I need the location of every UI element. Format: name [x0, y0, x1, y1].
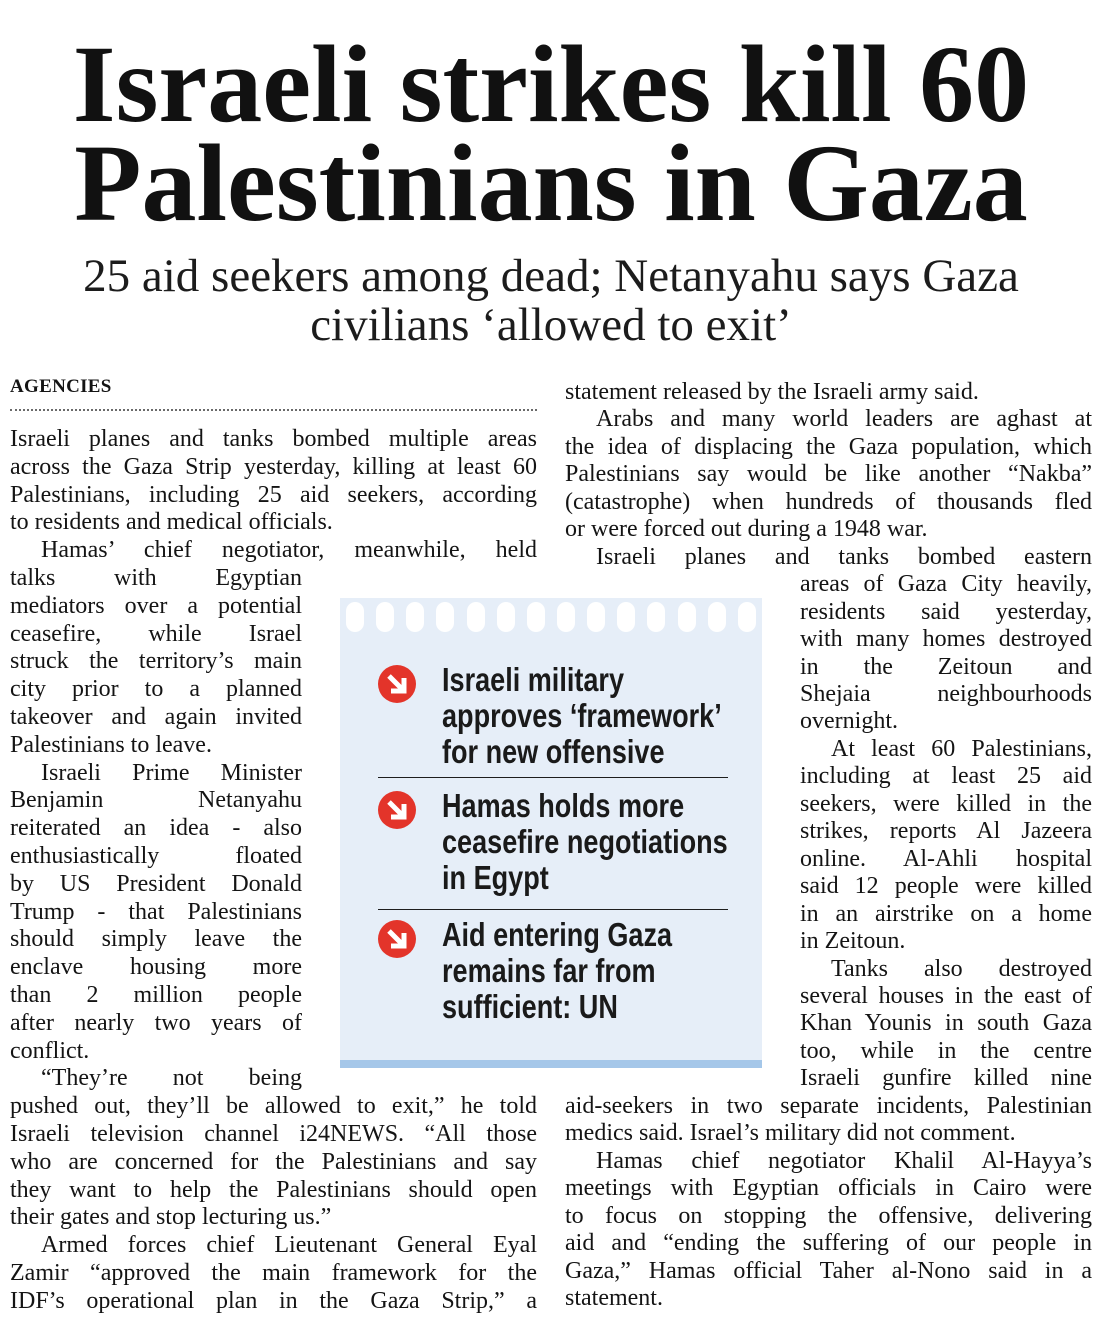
highlight-item: [378, 788, 754, 898]
article-text-line: Shejaia neighbourhoods: [800, 680, 1092, 707]
article-text-line: than 2 million people: [10, 981, 302, 1008]
article-text-line: struck the territory’s main: [10, 648, 302, 675]
notepad-hole: [557, 602, 575, 632]
notepad-hole: [346, 602, 364, 632]
article-text-line: Israeli planes and tanks bombed multiple areas: [10, 426, 537, 452]
article-text-line: Zamir “approved the main framework for the: [10, 1259, 537, 1286]
highlight-text: [442, 788, 754, 896]
highlight-divider: [378, 909, 728, 910]
article-text-line: Khan Younis in south Gaza: [800, 1010, 1092, 1037]
article-text-line: by US President Donald: [10, 870, 302, 897]
article-text-line: mediators over a potential: [10, 592, 302, 619]
highlight-text: [442, 662, 754, 770]
article-text-line: reiterated an idea - also: [10, 815, 302, 842]
byline: AGENCIES: [10, 376, 112, 397]
article-text-line: across the Gaza Strip yesterday, killing at least 60: [10, 453, 537, 480]
notepad-hole: [376, 602, 394, 632]
article-text-line: Israeli gunfire killed nine: [800, 1065, 1092, 1092]
article-text-line: in the Zeitoun and: [800, 653, 1092, 680]
highlight-line: [442, 734, 754, 770]
article-text-line: city prior to a planned: [10, 676, 302, 703]
article-text-line: pushed out, they’ll be allowed to exit,” he told: [10, 1093, 537, 1120]
article-text-line: after nearly two years of: [10, 1009, 302, 1036]
article-text-line: enthusiastically floated: [10, 842, 302, 869]
article-text-line: enclave housing more: [10, 954, 302, 981]
article-text-line: Armed forces chief Lieutenant General Eyal: [41, 1232, 537, 1259]
article-text-line: meetings with Egyptian officials in Cairo were: [565, 1175, 1092, 1202]
notepad-hole: [617, 602, 635, 632]
article-text-line: ceasefire, while Israel: [10, 620, 302, 647]
byline-dotted-divider: [10, 409, 537, 411]
article-text-line: Trump - that Palestinians: [10, 898, 302, 925]
notepad-hole: [497, 602, 515, 632]
notepad-hole: [708, 602, 726, 632]
article-text-line: including at least 25 aid: [800, 763, 1092, 790]
notepad-holes: [346, 602, 756, 632]
highlight-item: [378, 917, 754, 1027]
highlight-line-text: Israeli military: [442, 661, 625, 698]
highlights-box: [340, 598, 762, 1068]
article-text-line: Arabs and many world leaders are aghast at: [596, 406, 1092, 433]
highlight-text: [442, 917, 754, 1025]
highlight-line-text: sufficient: UN: [442, 988, 618, 1025]
article-text-line: Palestinians say would be like another “Nakba”: [565, 461, 1092, 488]
article-text-line: who are concerned for the Palestinians and say: [10, 1148, 537, 1175]
notepad-hole: [436, 602, 454, 632]
article-text-line: Hamas’ chief negotiator, meanwhile, held: [41, 537, 537, 564]
article-text-line: online. Al-Ahli hospital: [800, 845, 1092, 872]
highlight-line-text: Hamas holds more: [442, 787, 685, 824]
highlight-line: [442, 698, 754, 734]
highlight-line-text: for new offensive: [442, 733, 665, 770]
article-text-line: Israeli planes and tanks bombed eastern: [596, 543, 1092, 570]
article-text-line: Palestinians, including 25 aid seekers, according: [10, 481, 537, 508]
highlight-line: [442, 824, 754, 860]
notepad-hole: [467, 602, 485, 632]
article-text-line: residents said yesterday,: [800, 598, 1092, 625]
arrow-circle-icon: [378, 791, 416, 829]
article-text-line: strikes, reports Al Jazeera: [800, 818, 1092, 845]
article-text-line: in an airstrike on a home: [800, 900, 1092, 927]
article-text-line: several houses in the east of: [800, 982, 1092, 1009]
highlight-line: [442, 917, 754, 953]
article-text-line: conflict.: [10, 1037, 90, 1064]
article-paragraph: [565, 1148, 1092, 1313]
article-text-line: talks with Egyptian: [10, 564, 302, 591]
highlight-line-text: in Egypt: [442, 859, 549, 896]
article-text-line: or were forced out during a 1948 war.: [565, 516, 928, 543]
notepad-hole: [738, 602, 756, 632]
notepad-hole: [678, 602, 696, 632]
highlight-line: [442, 662, 754, 698]
article-paragraph: [565, 379, 1092, 406]
headline-line-1: Israeli strikes kill 60: [72, 23, 1030, 145]
article-text-line: their gates and stop lecturing us.”: [10, 1204, 332, 1231]
article-text-line: seekers, were killed in the: [800, 790, 1092, 817]
article-text-line: Gaza,” Hamas official Taher al-Nono said in a: [565, 1257, 1092, 1284]
article-text-line: takeover and again invited: [10, 703, 302, 730]
article-text-line: At least 60 Palestinians,: [831, 735, 1092, 762]
article-text-line: aid-seekers in two separate incidents, Palestinian: [565, 1092, 1092, 1119]
article-text-line: to focus on stopping the offensive, delivering: [565, 1202, 1092, 1229]
highlight-line: [442, 860, 754, 896]
article-text-line: medics said. Israel’s military did not comment.: [565, 1120, 1016, 1147]
article-text-line: Palestinians to leave.: [10, 731, 212, 758]
article-paragraph: [10, 426, 537, 537]
highlight-line-text: ceasefire negotiations: [442, 823, 728, 860]
headline-line-2: Palestinians in Gaza: [74, 122, 1028, 244]
subheadline-line-1: 25 aid seekers among dead; Netanyahu says Gaza: [83, 250, 1019, 302]
subheadline-line-2: civilians ‘allowed to exit’: [310, 299, 792, 351]
highlight-line-text: remains far from: [442, 952, 656, 989]
article-text-line: statement released by the Israeli army said.: [565, 379, 979, 405]
article-text-line: IDF’s operational plan in the Gaza Strip,” a: [10, 1287, 537, 1314]
article-text-line: overnight.: [800, 708, 898, 735]
article-text-line: too, while in the centre: [800, 1037, 1092, 1064]
article-text-line: should simply leave the: [10, 926, 302, 953]
article-text-line: aid and “ending the suffering of our people in: [565, 1230, 1092, 1257]
highlight-line-text: approves ‘framework’: [442, 697, 722, 734]
article-text-line: Hamas chief negotiator Khalil Al-Hayya’s: [596, 1147, 1092, 1174]
arrow-circle-icon: [378, 920, 416, 958]
highlight-line-text: Aid entering Gaza: [442, 916, 673, 953]
highlight-line: [442, 989, 754, 1025]
article-text-line: “They’re not being: [41, 1065, 302, 1092]
notepad-hole: [527, 602, 545, 632]
article-text-line: (catastrophe) when hundreds of thousands fled: [565, 488, 1092, 515]
headline: [0, 23, 1102, 244]
article-paragraph: [565, 406, 1092, 543]
notepad-hole: [587, 602, 605, 632]
highlight-item: [378, 662, 754, 772]
article-text-line: in Zeitoun.: [800, 928, 906, 955]
article-paragraph: [10, 1232, 537, 1315]
highlight-line: [442, 788, 754, 824]
highlight-divider: [378, 777, 728, 778]
notepad-hole: [406, 602, 424, 632]
arrow-circle-icon: [378, 665, 416, 703]
article-text-line: statement.: [565, 1284, 663, 1311]
article-text-line: Benjamin Netanyahu: [10, 787, 302, 814]
notepad-hole: [647, 602, 665, 632]
article-text-line: the idea of displacing the Gaza population, which: [565, 433, 1092, 460]
article-text-line: they want to help the Palestinians should open: [10, 1176, 537, 1203]
article-text-line: said 12 people were killed: [800, 873, 1092, 900]
subheadline: [0, 252, 1102, 350]
highlight-line: [442, 953, 754, 989]
article-text-line: Tanks also destroyed: [831, 955, 1092, 982]
article-text-line: Israeli Prime Minister: [41, 759, 302, 786]
article-text-line: to residents and medical officials.: [10, 509, 333, 536]
article-text-line: with many homes destroyed: [800, 626, 1092, 653]
article-text-line: Israeli television channel i24NEWS. “All those: [10, 1120, 537, 1147]
article-text-line: areas of Gaza City heavily,: [800, 571, 1092, 598]
article-paragraph: [10, 1065, 537, 1232]
